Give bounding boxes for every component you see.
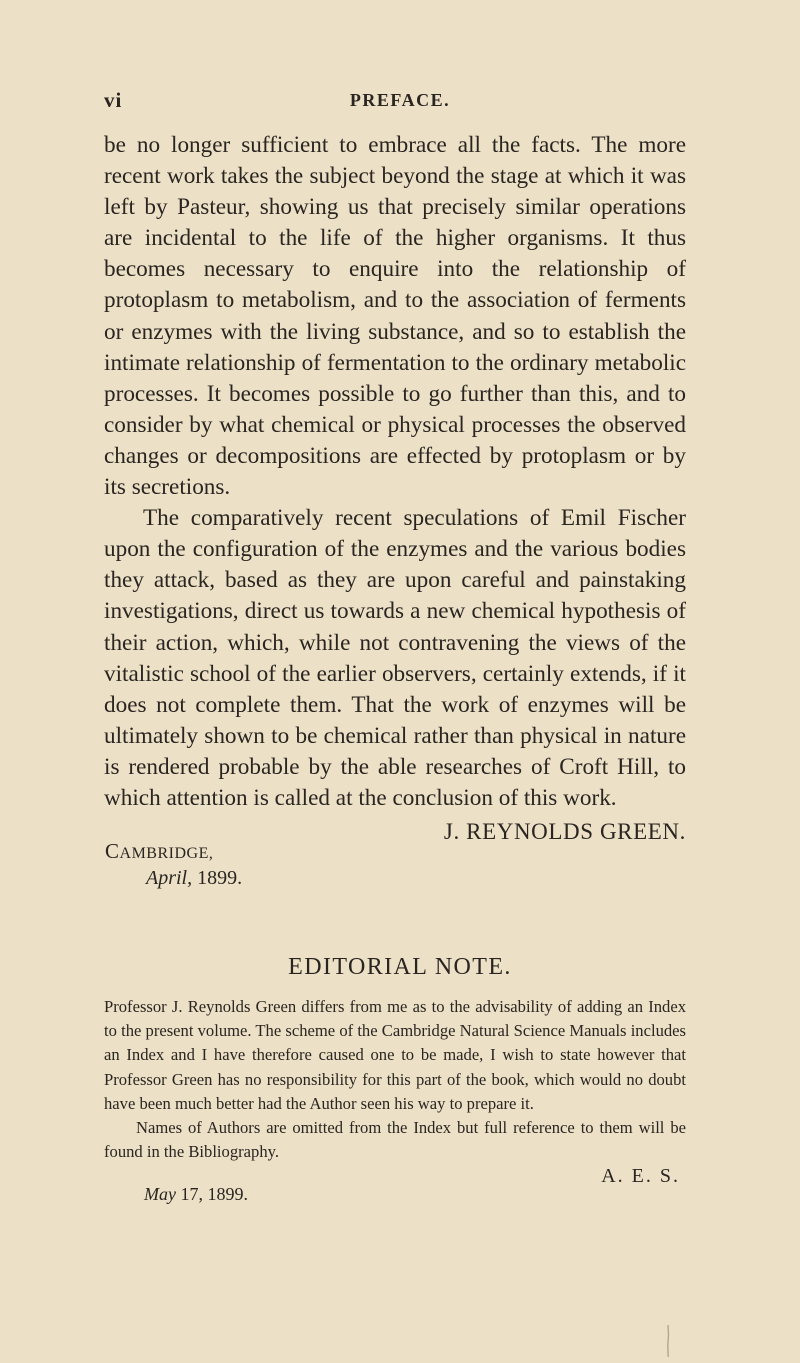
signature-date xyxy=(146,865,686,891)
editorial-paragraph: Names of Authors are omitted from the Index but full reference to them will be found in the Bibliography. xyxy=(104,1118,686,1162)
place-rest: AMBRIDGE, xyxy=(119,845,214,863)
editor-initials: A. E. S. xyxy=(601,1165,680,1188)
preface-paragraph: be no longer sufficient to embrace all the facts. The more recent work takes the subject beyond the stage at which it was left by Pasteur, showing us that precisely similar operations are incidental to the life of the higher organisms. It thus becomes necessary to enquire into the relationship of protoplasm to metabolism, and to the association of ferments or enzymes with the living substance, and so to establish the intimate relationship of fermentation to the ordinary metabolic processes. It becomes possible to go further than this, and to consider by what chemical or physical processes the observed changes or decompositions are effected by protoplasm or by its secretions. xyxy=(104,132,686,501)
date-year: 1899. xyxy=(192,867,243,890)
author-signature: J. REYNOLDS GREEN. xyxy=(443,819,686,845)
date-month: April, xyxy=(146,867,193,890)
editorial-note xyxy=(104,954,686,1205)
place-initial: C xyxy=(105,839,120,864)
preface-paragraph: The comparatively recent speculations of Emil Fischer upon the configuration of the enzymes and the various bodies they attack, based as they are upon careful and painstaking investigations, direct us towards a new chemical hypothesis of their action, which, while not contravening the views of the vitalistic school of the earlier observers, certainly extends, if it does not complete them. That the work of enzymes will be ultimately shown to be chemical rather than physical in nature is rendered probable by the able researches of Croft Hill, to which attention is called at the conclusion of this work. xyxy=(104,505,686,811)
page-number: vi xyxy=(104,88,123,112)
preface-body xyxy=(104,130,686,891)
paper-blemish xyxy=(666,1325,670,1357)
editorial-paragraph: Professor J. Reynolds Green differs from me as to the advisability of adding an Index to the present volume. The scheme of the Cambridge Natural Science Manuals includes an Index and I have therefore caused one to be made, I wish to state however that Professor Green has no responsibility for this part of the book, which would no doubt have been much better had the Author seen his way to prepare it. xyxy=(104,997,686,1113)
editorial-title: EDITORIAL NOTE. xyxy=(288,954,512,980)
editorial-date-rest: 17, 1899. xyxy=(175,1184,248,1205)
page-header xyxy=(0,88,800,118)
running-title: PREFACE. xyxy=(349,90,451,110)
editorial-date-month: May xyxy=(144,1184,176,1205)
